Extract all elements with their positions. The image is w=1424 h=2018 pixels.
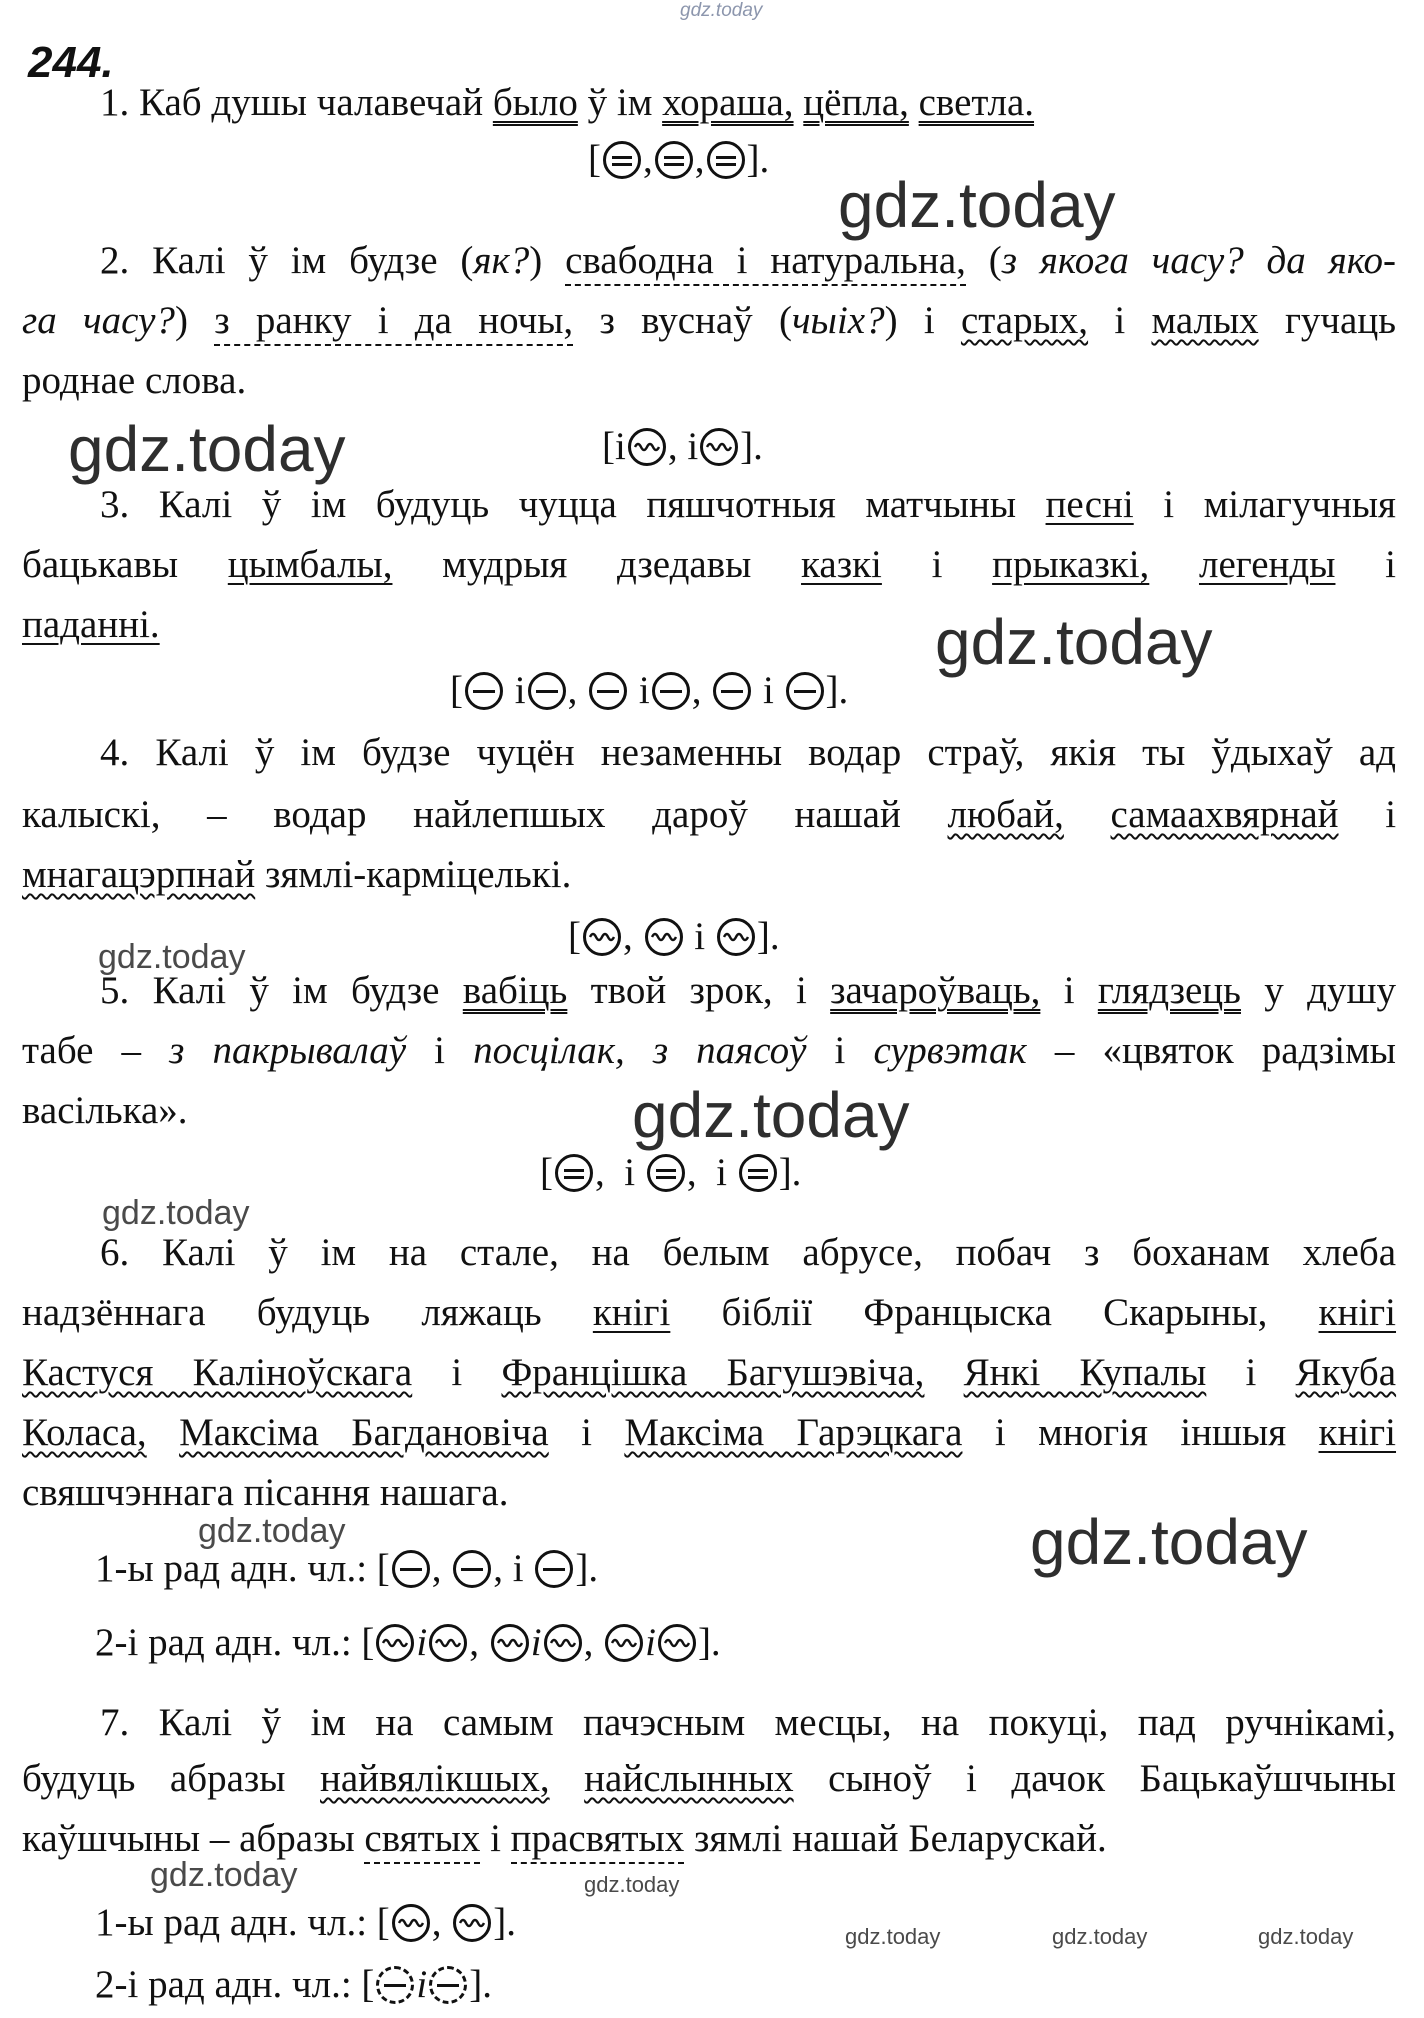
watermark: gdz.today (838, 169, 1116, 241)
object-word: святых (364, 1817, 480, 1864)
attribute-circle-icon (491, 1624, 529, 1662)
watermark: gdz.today (845, 1924, 941, 1949)
attribute-word: Францішка Багушэвіча, (501, 1351, 925, 1394)
watermark: gdz.today (102, 1194, 250, 1232)
p4-line-1: 4. Калі ў ім будзе чуцён незаменны водар страў, якія ты ўдыхаў ад (100, 731, 1396, 774)
predicate-circle-icon (707, 141, 745, 179)
p7-line-2: будуць абразы найвялікшых, найслынных сыноў і дачок Бацькаўшчыны (22, 1757, 1396, 1800)
p6-line-2: надзённага будуць ляжаць кнігі біблії Францыска Скарыны, кнігі (22, 1291, 1397, 1334)
p4-line-3: мнагацэрпнай зямлі-карміцелькі. (22, 853, 572, 896)
attribute-word: Кастуся Каліноўскага (22, 1351, 413, 1394)
predicate-circle-icon (739, 1154, 777, 1192)
p5-line-1: 5. Калі ў ім будзе вабіць твой зрок, і зачароўваць, і глядзець у душу (100, 969, 1396, 1012)
watermark: gdz.today (935, 606, 1213, 678)
p7-line-3: каўшчыны – абразы святых і прасвятых зямлі нашай Беларускай. (22, 1816, 1396, 1862)
watermark: gdz.today (1030, 1506, 1308, 1578)
attribute-word: самаахвярнай (1110, 793, 1339, 836)
attribute-word: Максіма Гарэцкага (624, 1411, 963, 1454)
attribute-circle-icon (376, 1624, 414, 1662)
subject-word: кнігі (592, 1291, 671, 1334)
watermark: gdz.today (150, 1856, 298, 1894)
attribute-word: мнагацэрпнай (22, 853, 256, 896)
subject-circle-icon (652, 672, 690, 710)
subject-word: легенды (1198, 543, 1336, 586)
predicate-word: хораша, (662, 81, 794, 124)
attribute-circle-icon (645, 918, 683, 956)
watermark: gdz.today (632, 1079, 910, 1151)
p4-line-2: калыскі, – водар найлепшых дароў нашай любай, самаахвярнай і (22, 793, 1397, 836)
subject-circle-icon (465, 672, 503, 710)
p5-line-2: табе – з пакрывалаў і посцілак, з паясоў і сурвэтак – «цвяток радзімы (22, 1029, 1396, 1072)
p6-line-3: Кастуся Каліноўскага і Францішка Багушэвіча, Янкі Купалы і Якуба (22, 1351, 1397, 1394)
p7-row2-schema: 2-і рад адн. чл.: [ і ]. (95, 1963, 492, 2006)
attribute-word: малых (1151, 299, 1259, 342)
subject-circle-icon (589, 672, 627, 710)
predicate-circle-icon (647, 1154, 685, 1192)
attribute-circle-icon (453, 1904, 491, 1942)
watermark: gdz.today (98, 938, 246, 976)
attribute-word: Коласа, (22, 1411, 147, 1454)
predicate-circle-icon (655, 141, 693, 179)
subject-circle-icon (535, 1550, 573, 1588)
p6-line-5: свяшчэннага пісання нашага. (22, 1471, 509, 1514)
subject-word: кнігі (1318, 1291, 1397, 1334)
attribute-word: найслынных (584, 1757, 794, 1800)
watermark: gdz.today (68, 413, 346, 485)
subject-word: прыказкі, (992, 543, 1150, 586)
p6-line-1: 6. Калі ў ім на стале, на белым абрусе, побач з боханам хлеба (100, 1231, 1396, 1274)
subject-word: кнігі (1318, 1411, 1397, 1454)
subject-word: цымбалы, (227, 543, 393, 586)
watermark: gdz.today (1258, 1924, 1354, 1949)
predicate-word: светла. (918, 81, 1035, 124)
top-watermark: gdz.today (680, 0, 763, 21)
predicate-word: было (492, 81, 578, 124)
attribute-circle-icon (605, 1624, 643, 1662)
attribute-circle-icon (429, 1624, 467, 1662)
attribute-circle-icon (658, 1624, 696, 1662)
attribute-word: любай, (947, 793, 1064, 836)
predicate-word: вабіць (462, 969, 568, 1012)
subject-word: песні (1045, 483, 1134, 526)
p2-line-1: 2. Калі ў ім будзе (як?) свабодна і натуральна, (з якога часу? да яко- (100, 238, 1396, 284)
attribute-circle-icon (717, 918, 755, 956)
attribute-word: Якуба (1295, 1351, 1397, 1394)
adverbial-words: свабодна і натуральна, (565, 239, 966, 286)
p2-schema: [і , і ]. (602, 425, 763, 468)
object-word: прасвятых (511, 1817, 685, 1864)
watermark: gdz.today (198, 1512, 346, 1550)
p5-schema: [ , і , і ]. (540, 1151, 802, 1194)
subject-word: казкі (801, 543, 882, 586)
p3-line-2: бацькавы цымбалы, мудрыя дзедавы казкі і прыказкі, легенды і (22, 543, 1396, 586)
object-circle-icon (376, 1966, 414, 2004)
p6-row1-schema: 1-ы рад адн. чл.: [ , , і ]. (95, 1547, 599, 1590)
p4-schema: [ , і ]. (568, 915, 780, 958)
subject-circle-icon (713, 672, 751, 710)
p5-line-3: васілька». (22, 1089, 188, 1132)
p3-schema: [ і , і , і ]. (450, 669, 849, 712)
subject-circle-icon (528, 672, 566, 710)
adverbial-words: з ранку і да ночы, (214, 299, 573, 346)
attribute-circle-icon (628, 428, 666, 466)
predicate-word: цёпла, (803, 81, 909, 124)
attribute-circle-icon (700, 428, 738, 466)
subject-word: паданні. (22, 603, 160, 646)
exercise-number: 244. (28, 38, 114, 87)
p6-row2-schema: 2-і рад адн. чл.: [ і , і , і ]. (95, 1621, 721, 1664)
p3-line-1: 3. Калі ў ім будуць чуцца пяшчотныя матчыны песні і мілагучныя (100, 483, 1396, 526)
p2-line-2: га часу?) з ранку і да ночы, з вуснаў (чыіх?) і старых, і малых гучаць (22, 298, 1396, 344)
predicate-circle-icon (603, 141, 641, 179)
attribute-word: найвялікшых, (320, 1757, 550, 1800)
predicate-word: глядзець (1097, 969, 1241, 1012)
attribute-word: Максіма Багдановіча (179, 1411, 549, 1454)
subject-circle-icon (453, 1550, 491, 1588)
attribute-circle-icon (544, 1624, 582, 1662)
watermark: gdz.today (584, 1872, 680, 1897)
subject-circle-icon (392, 1550, 430, 1588)
object-circle-icon (429, 1966, 467, 2004)
p7-line-1: 7. Калі ў ім на самым пачэсным месцы, на покуці, пад ручнікамі, (100, 1701, 1396, 1744)
attribute-circle-icon (583, 918, 621, 956)
subject-circle-icon (786, 672, 824, 710)
p1-schema: [ , , ]. (588, 138, 770, 181)
predicate-word: зачароўваць, (830, 969, 1041, 1012)
attribute-word: Янкі Купалы (963, 1351, 1207, 1394)
p2-line-3: роднае слова. (22, 359, 247, 402)
attribute-circle-icon (392, 1904, 430, 1942)
p1-line: 1. Каб душы чалавечай было ў ім хораша, цёпла, светла. (100, 81, 1035, 124)
p6-line-4: Коласа, Максіма Багдановіча і Максіма Гарэцкага і многія іншыя кнігі (22, 1411, 1397, 1454)
watermark: gdz.today (1052, 1924, 1148, 1949)
p7-row1-schema: 1-ы рад адн. чл.: [ , ]. (95, 1901, 517, 1944)
predicate-circle-icon (555, 1154, 593, 1192)
attribute-word: старых, (960, 299, 1089, 342)
